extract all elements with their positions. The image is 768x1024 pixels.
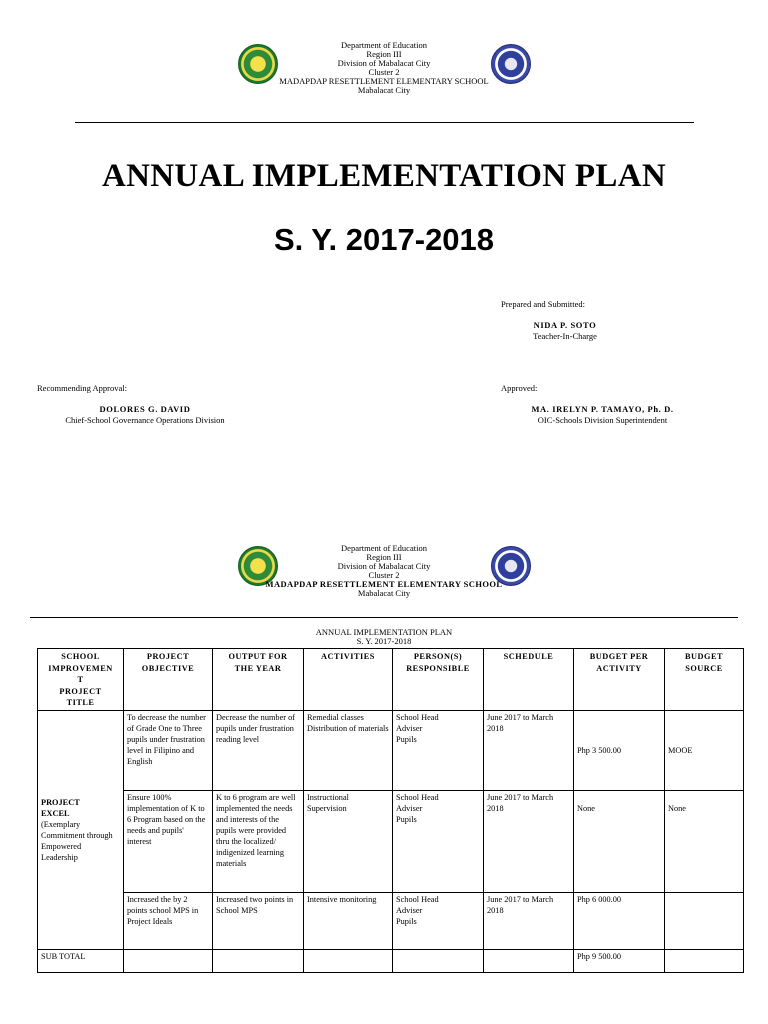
objective-cell: Increased the by 2 points school MPS in Project Ideals <box>124 892 213 949</box>
col-header-source: BUDGET SOURCE <box>665 649 744 711</box>
schedule-cell: June 2017 to March 2018 <box>484 710 574 790</box>
approved-name: MA. IRELYN P. TAMAYO, Ph. D. <box>531 404 674 414</box>
approved-block <box>520 404 685 426</box>
letterhead-cluster: Cluster 2 <box>368 570 400 580</box>
prepared-label: Prepared and Submitted: <box>501 299 586 309</box>
col-header-output: OUTPUT FOR THE YEAR <box>213 649 304 711</box>
schedule-cell: June 2017 to March 2018 <box>484 790 574 892</box>
prepared-name: NIDA P. SOTO <box>533 320 597 330</box>
recommending-block <box>55 404 235 426</box>
recommending-label: Recommending Approval: <box>37 383 127 393</box>
output-cell: Increased two points in School MPS <box>213 892 304 949</box>
plan-year: S. Y. 2017-2018 <box>356 636 412 646</box>
objective-cell: Ensure 100% implementation of K to 6 Program based on the needs and pupils' interest <box>124 790 213 892</box>
source-cell: MOOE <box>665 710 744 790</box>
output-cell: Decrease the number of pupils under frustration reading level <box>213 710 304 790</box>
table-header-row <box>38 649 744 711</box>
project-title-cell: PROJECT EXCEL (Exemplary Commitment through Empowered Leadership <box>38 710 124 949</box>
implementation-plan-table <box>37 648 744 973</box>
col-header-persons: PERSON(S) RESPONSIBLE <box>393 649 484 711</box>
page-title: ANNUAL IMPLEMENTATION PLAN <box>102 158 666 194</box>
activities-cell: Instructional Supervision <box>304 790 393 892</box>
school-year-title: S. Y. 2017-2018 <box>273 222 495 257</box>
letterhead-region: Region III <box>366 49 402 59</box>
source-cell <box>665 892 744 949</box>
table-row <box>38 710 744 790</box>
letterhead-department: Department of Education <box>341 40 427 50</box>
approved-label: Approved: <box>501 383 538 393</box>
subtotal-value: Php 9 500.00 <box>574 949 665 972</box>
letterhead-school: MADAPDAP RESETTLEMENT ELEMENTARY SCHOOL <box>265 579 503 589</box>
prepared-title: Teacher-In-Charge <box>533 331 597 341</box>
header-divider-2 <box>30 617 738 618</box>
activities-cell: Intensive monitoring <box>304 892 393 949</box>
letterhead-department: Department of Education <box>341 543 427 553</box>
persons-cell: School Head Adviser Pupils <box>393 790 484 892</box>
budget-cell: Php 3 500.00 <box>574 710 665 790</box>
persons-cell: School Head Adviser Pupils <box>393 710 484 790</box>
activities-cell: Remedial classes Distribution of materials <box>304 710 393 790</box>
letterhead-city: Mabalacat City <box>357 588 411 598</box>
letterhead-cluster: Cluster 2 <box>368 67 400 77</box>
recommending-title: Chief-School Governance Operations Division <box>65 415 225 425</box>
letterhead <box>0 41 768 95</box>
objective-cell: To decrease the number of Grade One to Three pupils under frustration level in Filipino and English <box>124 710 213 790</box>
col-header-schedule: SCHEDULE <box>484 649 574 711</box>
table-row <box>38 790 744 892</box>
schedule-cell: June 2017 to March 2018 <box>484 892 574 949</box>
letterhead-city: Mabalacat City <box>357 85 411 95</box>
output-cell: K to 6 program are well implemented the needs and interests of the pupils were provided thru the localized/ indigenized learning materials <box>213 790 304 892</box>
table-row <box>38 892 744 949</box>
subtotal-label: SUB TOTAL <box>38 949 124 972</box>
letterhead-2 <box>0 544 768 598</box>
persons-cell: School Head Adviser Pupils <box>393 892 484 949</box>
header-divider <box>75 122 694 123</box>
col-header-budget: BUDGET PER ACTIVITY <box>574 649 665 711</box>
plan-title: ANNUAL IMPLEMENTATION PLAN <box>315 627 453 637</box>
source-cell: None <box>665 790 744 892</box>
budget-cell: Php 6 000.00 <box>574 892 665 949</box>
col-header-objective: PROJECT OBJECTIVE <box>124 649 213 711</box>
recommending-name: DOLORES G. DAVID <box>99 404 191 414</box>
subtotal-row <box>38 949 744 972</box>
col-header-project-title: SCHOOL IMPROVEMEN T PROJECT TITLE <box>38 649 124 711</box>
plan-heading <box>0 628 768 646</box>
letterhead-school: MADAPDAP RESETTLEMENT ELEMENTARY SCHOOL <box>279 76 489 86</box>
col-header-activities: ACTIVITIES <box>304 649 393 711</box>
approved-title: OIC-Schools Division Superintendent <box>537 415 668 425</box>
budget-cell: None <box>574 790 665 892</box>
letterhead-region: Region III <box>366 552 402 562</box>
prepared-block <box>500 320 630 342</box>
letterhead-division: Division of Mabalacat City <box>337 58 431 68</box>
letterhead-division: Division of Mabalacat City <box>337 561 431 571</box>
